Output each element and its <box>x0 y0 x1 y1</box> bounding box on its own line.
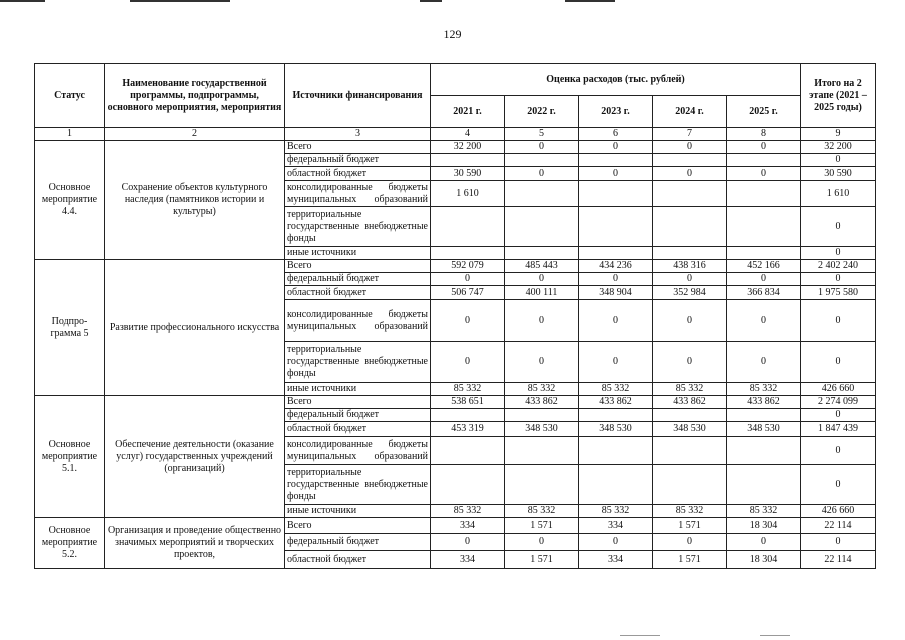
funding-source-cell: областной бюджет <box>285 286 431 300</box>
table-header <box>35 64 876 141</box>
year-value-cell: 433 862 <box>505 396 579 409</box>
funding-source-cell: федеральный бюджет <box>285 273 431 286</box>
table-row <box>35 396 876 409</box>
funding-source-cell: федеральный бюджет <box>285 409 431 422</box>
scan-edge-mark <box>620 635 660 636</box>
year-value-cell: 334 <box>579 551 653 569</box>
funding-source-cell: федеральный бюджет <box>285 154 431 167</box>
year-value-cell: 0 <box>579 300 653 342</box>
funding-source-cell: консолидированные бюджеты муниципальных образований <box>285 437 431 465</box>
status-cell: Основное мероприятие 4.4. <box>35 141 105 260</box>
year-value-cell: 434 236 <box>579 260 653 273</box>
year-value-cell: 85 332 <box>579 505 653 518</box>
program-name-cell: Сохранение объектов культурного наследия (памятников истории и культуры) <box>105 141 285 260</box>
year-value-cell: 1 610 <box>431 181 505 207</box>
year-value-cell: 538 651 <box>431 396 505 409</box>
funding-source-cell: консолидированные бюджеты муниципальных образований <box>285 181 431 207</box>
year-value-cell: 30 590 <box>431 167 505 181</box>
column-index-row <box>35 128 876 141</box>
total-value-cell: 0 <box>801 465 876 505</box>
column-index: 6 <box>579 128 653 141</box>
year-value-cell: 433 862 <box>727 396 801 409</box>
total-value-cell: 0 <box>801 534 876 551</box>
column-index: 7 <box>653 128 727 141</box>
year-value-cell: 0 <box>505 273 579 286</box>
column-index: 4 <box>431 128 505 141</box>
funding-source-cell: областной бюджет <box>285 167 431 181</box>
funding-source-cell: территориальные государственные внебюджетные фонды <box>285 207 431 247</box>
year-value-cell: 85 332 <box>727 505 801 518</box>
year-value-cell: 0 <box>727 141 801 154</box>
year-value-cell: 1 571 <box>653 551 727 569</box>
year-value-cell: 0 <box>505 141 579 154</box>
funding-source-cell: консолидированные бюджеты муниципальных образований <box>285 300 431 342</box>
total-value-cell: 32 200 <box>801 141 876 154</box>
year-value-cell: 0 <box>431 300 505 342</box>
header-estimate: Оценка расходов (тыс. рублей) <box>431 64 801 96</box>
year-value-cell <box>653 465 727 505</box>
year-value-cell <box>727 465 801 505</box>
column-index: 5 <box>505 128 579 141</box>
funding-source-cell: Всего <box>285 396 431 409</box>
total-value-cell: 0 <box>801 342 876 383</box>
status-cell: Подпро-грамма 5 <box>35 260 105 396</box>
year-value-cell <box>653 154 727 167</box>
scan-edge-mark <box>760 635 790 636</box>
total-value-cell: 2 402 240 <box>801 260 876 273</box>
year-value-cell <box>579 247 653 260</box>
header-year: 2024 г. <box>653 96 727 128</box>
year-value-cell: 0 <box>579 342 653 383</box>
year-value-cell <box>505 247 579 260</box>
total-value-cell: 0 <box>801 247 876 260</box>
year-value-cell: 85 332 <box>653 505 727 518</box>
funding-source-cell: иные источники <box>285 505 431 518</box>
year-value-cell: 433 862 <box>579 396 653 409</box>
year-value-cell <box>727 437 801 465</box>
year-value-cell: 0 <box>579 167 653 181</box>
program-name-cell: Организация и проведение общественно значимых мероприятий и творческих проектов, <box>105 518 285 569</box>
year-value-cell: 0 <box>579 534 653 551</box>
column-index: 9 <box>801 128 876 141</box>
funding-source-cell: территориальные государственные внебюджетные фонды <box>285 342 431 383</box>
year-value-cell <box>653 207 727 247</box>
header-year: 2022 г. <box>505 96 579 128</box>
funding-source-cell: территориальные государственные внебюджетные фонды <box>285 465 431 505</box>
header-year: 2023 г. <box>579 96 653 128</box>
year-value-cell: 334 <box>431 551 505 569</box>
year-value-cell: 453 319 <box>431 422 505 437</box>
funding-source-cell: областной бюджет <box>285 551 431 569</box>
year-value-cell <box>505 181 579 207</box>
year-value-cell <box>653 409 727 422</box>
year-value-cell: 85 332 <box>579 383 653 396</box>
total-value-cell: 0 <box>801 154 876 167</box>
year-value-cell: 1 571 <box>653 518 727 534</box>
year-value-cell: 32 200 <box>431 141 505 154</box>
funding-source-cell: Всего <box>285 518 431 534</box>
year-value-cell: 85 332 <box>653 383 727 396</box>
program-name-cell: Обеспечение деятельности (оказание услуг) государственных учреждений (организаций) <box>105 396 285 518</box>
year-value-cell: 85 332 <box>431 505 505 518</box>
year-value-cell <box>653 437 727 465</box>
year-value-cell: 400 111 <box>505 286 579 300</box>
year-value-cell <box>431 207 505 247</box>
year-value-cell <box>505 437 579 465</box>
total-value-cell: 0 <box>801 207 876 247</box>
year-value-cell: 0 <box>505 534 579 551</box>
funding-source-cell: иные источники <box>285 247 431 260</box>
year-value-cell: 334 <box>431 518 505 534</box>
year-value-cell: 0 <box>653 273 727 286</box>
expenses-table <box>34 63 876 569</box>
total-value-cell: 0 <box>801 437 876 465</box>
year-value-cell <box>579 465 653 505</box>
year-value-cell: 1 571 <box>505 551 579 569</box>
year-value-cell: 592 079 <box>431 260 505 273</box>
page-number: 129 <box>443 27 462 41</box>
header-year: 2021 г. <box>431 96 505 128</box>
column-index: 1 <box>35 128 105 141</box>
year-value-cell: 85 332 <box>505 505 579 518</box>
total-value-cell: 1 975 580 <box>801 286 876 300</box>
year-value-cell: 485 443 <box>505 260 579 273</box>
year-value-cell: 0 <box>653 300 727 342</box>
year-value-cell <box>727 207 801 247</box>
scan-edge-mark <box>420 0 442 2</box>
year-value-cell: 0 <box>431 342 505 383</box>
year-value-cell: 0 <box>727 273 801 286</box>
year-value-cell: 334 <box>579 518 653 534</box>
year-value-cell: 85 332 <box>431 383 505 396</box>
total-value-cell: 1 847 439 <box>801 422 876 437</box>
year-value-cell: 0 <box>727 300 801 342</box>
table-body <box>35 141 876 569</box>
total-value-cell: 30 590 <box>801 167 876 181</box>
column-index: 3 <box>285 128 431 141</box>
year-value-cell: 18 304 <box>727 518 801 534</box>
header-total: Итого на 2 этапе (2021 – 2025 годы) <box>801 64 876 128</box>
year-value-cell: 18 304 <box>727 551 801 569</box>
year-value-cell: 0 <box>579 273 653 286</box>
year-value-cell <box>505 465 579 505</box>
year-value-cell: 348 530 <box>505 422 579 437</box>
total-value-cell: 2 274 099 <box>801 396 876 409</box>
total-value-cell: 0 <box>801 409 876 422</box>
year-value-cell: 0 <box>727 167 801 181</box>
year-value-cell <box>727 247 801 260</box>
header-sources: Источники финансирования <box>285 64 431 128</box>
year-value-cell: 0 <box>431 273 505 286</box>
funding-source-cell: областной бюджет <box>285 422 431 437</box>
status-cell: Основное мероприятие 5.2. <box>35 518 105 569</box>
year-value-cell <box>727 154 801 167</box>
year-value-cell: 0 <box>653 167 727 181</box>
year-value-cell: 0 <box>579 141 653 154</box>
year-value-cell: 0 <box>505 300 579 342</box>
total-value-cell: 0 <box>801 273 876 286</box>
year-value-cell: 0 <box>431 534 505 551</box>
year-value-cell: 348 530 <box>579 422 653 437</box>
year-value-cell <box>431 154 505 167</box>
status-cell: Основное мероприятие 5.1. <box>35 396 105 518</box>
total-value-cell: 426 660 <box>801 505 876 518</box>
year-value-cell: 0 <box>653 534 727 551</box>
year-value-cell <box>727 409 801 422</box>
year-value-cell: 433 862 <box>653 396 727 409</box>
header-year: 2025 г. <box>727 96 801 128</box>
table-row <box>35 518 876 534</box>
total-value-cell: 1 610 <box>801 181 876 207</box>
year-value-cell: 506 747 <box>431 286 505 300</box>
year-value-cell <box>579 409 653 422</box>
year-value-cell: 0 <box>727 534 801 551</box>
year-value-cell <box>431 465 505 505</box>
year-value-cell <box>431 437 505 465</box>
program-name-cell: Развитие профессионального искусства <box>105 260 285 396</box>
total-value-cell: 426 660 <box>801 383 876 396</box>
year-value-cell: 352 984 <box>653 286 727 300</box>
year-value-cell <box>579 154 653 167</box>
year-value-cell: 366 834 <box>727 286 801 300</box>
header-status: Статус <box>35 64 105 128</box>
scan-edge-mark <box>130 0 230 2</box>
year-value-cell <box>431 409 505 422</box>
total-value-cell: 22 114 <box>801 551 876 569</box>
year-value-cell <box>431 247 505 260</box>
year-value-cell <box>505 207 579 247</box>
year-value-cell: 348 904 <box>579 286 653 300</box>
year-value-cell: 85 332 <box>727 383 801 396</box>
funding-source-cell: Всего <box>285 141 431 154</box>
funding-source-cell: иные источники <box>285 383 431 396</box>
year-value-cell <box>727 181 801 207</box>
funding-source-cell: федеральный бюджет <box>285 534 431 551</box>
column-index: 2 <box>105 128 285 141</box>
scan-edge-mark <box>565 0 615 2</box>
year-value-cell <box>579 207 653 247</box>
year-value-cell: 348 530 <box>727 422 801 437</box>
year-value-cell: 0 <box>505 167 579 181</box>
table-row <box>35 141 876 154</box>
year-value-cell: 0 <box>653 342 727 383</box>
year-value-cell: 0 <box>653 141 727 154</box>
year-value-cell: 0 <box>505 342 579 383</box>
total-value-cell: 0 <box>801 300 876 342</box>
year-value-cell: 0 <box>727 342 801 383</box>
year-value-cell <box>653 181 727 207</box>
year-value-cell <box>579 181 653 207</box>
year-value-cell <box>579 437 653 465</box>
year-value-cell: 1 571 <box>505 518 579 534</box>
year-value-cell: 452 166 <box>727 260 801 273</box>
year-value-cell <box>653 247 727 260</box>
funding-source-cell: Всего <box>285 260 431 273</box>
year-value-cell: 348 530 <box>653 422 727 437</box>
table-row <box>35 260 876 273</box>
total-value-cell: 22 114 <box>801 518 876 534</box>
column-index: 8 <box>727 128 801 141</box>
year-value-cell: 85 332 <box>505 383 579 396</box>
year-value-cell <box>505 154 579 167</box>
year-value-cell <box>505 409 579 422</box>
header-name: Наименование государственной программы, подпрограммы, основного мероприятия, мероприятия <box>105 64 285 128</box>
year-value-cell: 438 316 <box>653 260 727 273</box>
scan-edge-mark <box>0 0 45 2</box>
